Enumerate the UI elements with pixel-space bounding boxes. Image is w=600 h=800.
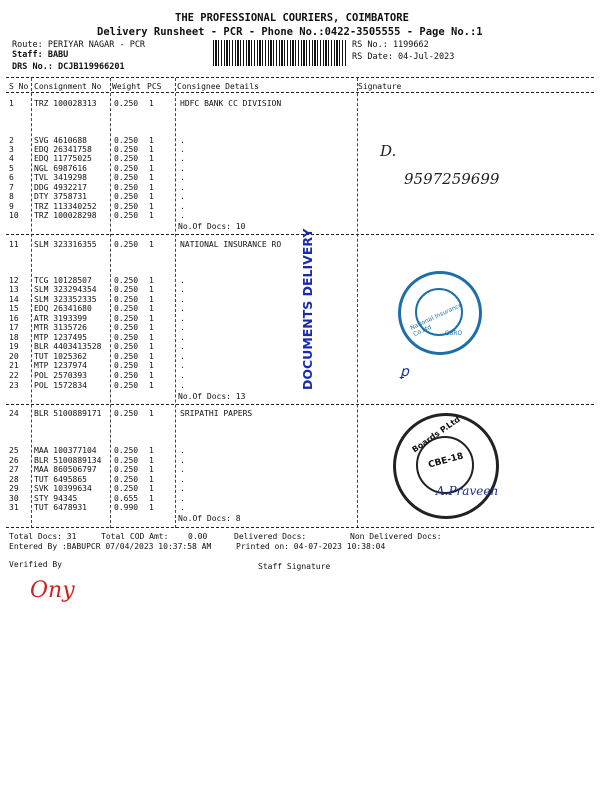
table-row: 18 MTP 1237495 0.250 1 . [9, 333, 185, 342]
handwritten-phone: 9597259699 [404, 170, 500, 188]
barcode-image [213, 40, 346, 66]
row-consignment: TRZ 100028313 [34, 99, 97, 108]
table-row: 16 ATR 3193399 0.250 1 . [9, 314, 185, 323]
verified-by-label: Verified By [9, 560, 62, 569]
table-row: 31 TUT 6478931 0.990 1 . [9, 503, 185, 512]
delivered-docs: Delivered Docs: [234, 532, 307, 541]
rs-number: RS No.: 1199662 [352, 40, 429, 50]
handwritten-name: D. [380, 142, 397, 160]
table-row: 7 DDG 4932217 0.250 1 . [9, 183, 185, 192]
insurance-seal: National Insurance Co.Ltd CBRO [398, 271, 482, 355]
consignee-name: NATIONAL INSURANCE RO [180, 240, 282, 249]
table-row: 3 EDQ 26341758 0.250 1 . [9, 145, 185, 154]
total-docs: Total Docs: 31 [9, 532, 77, 541]
table-row: 25 MAA 100377104 0.250 1 . [9, 446, 185, 455]
company-seal: Boards P.Ltd CBE-18 [393, 413, 499, 519]
table-row: 6 TVL 3419298 0.250 1 . [9, 173, 185, 182]
table-row: 10 TRZ 100028298 0.250 1 . [9, 211, 185, 220]
table-row: 11 SLM 323316355 0.250 1 NATIONAL INSURANCE RO [9, 240, 282, 249]
group-doc-count: No.Of Docs: 13 [178, 392, 246, 401]
table-row: 17 MTR 3135726 0.250 1 . [9, 323, 185, 332]
non-delivered-docs: Non Delivered Docs: [350, 532, 442, 541]
table-row: 27 MAA 860506797 0.250 1 . [9, 465, 185, 474]
col-consignment: Consignment No [34, 82, 102, 91]
documents-delivery-stamp: DOCUMENTS DELIVERY [300, 228, 315, 390]
table-row: 14 SLM 323352335 0.250 1 . [9, 295, 185, 304]
consignee-name: HDFC BANK CC DIVISION [180, 99, 282, 108]
table-divider-bottom [6, 527, 594, 528]
total-cod-value: 0.00 [188, 532, 208, 541]
consignee-name: SRIPATHI PAPERS [180, 409, 253, 418]
staff-label: Staff: BABU [12, 50, 69, 60]
table-row: 15 EDQ 26341680 0.250 1 . [9, 304, 185, 313]
entered-by: Entered By :BABUPCR 07/04/2023 10:37:58 AM [9, 542, 212, 551]
header-divider-top [6, 77, 594, 78]
route-label: Route: PERIYAR NAGAR - PCR [12, 40, 146, 50]
table-row: 5 NGL 6987616 0.250 1 . [9, 164, 185, 173]
row-pcs: 1 [149, 99, 154, 108]
table-row: 28 TUT 6495865 0.250 1 . [9, 475, 185, 484]
table-row: 9 TRZ 113340252 0.250 1 . [9, 202, 185, 211]
row-sno: 1 [9, 99, 14, 108]
header-divider-bottom [6, 92, 594, 93]
col-sno: S No [9, 82, 29, 91]
table-row: 8 DTY 3758731 0.250 1 . [9, 192, 185, 201]
table-row: 20 TUT 1025362 0.250 1 . [9, 352, 185, 361]
table-row: 29 SVK 10399634 0.250 1 . [9, 484, 185, 493]
table-row: 23 POL 1572834 0.250 1 . [9, 381, 185, 390]
table-row: 26 BLR 5100889134 0.250 1 . [9, 456, 185, 465]
table-row: 19 BLR 4403413528 0.250 1 . [9, 342, 185, 351]
col-weight: Weight [112, 82, 141, 91]
row-weight: 0.250 [114, 99, 139, 108]
table-row: 13 SLM 323294354 0.250 1 . [9, 285, 185, 294]
table-row: 30 STY 94345 0.655 1 . [9, 494, 185, 503]
table-row: 2 SVG 4610688 0.250 1 . [9, 136, 185, 145]
table-row: 22 POL 2570393 0.250 1 . [9, 371, 185, 380]
table-row [0, 99, 600, 109]
total-cod-label: Total COD Amt: [101, 532, 169, 541]
table-row: 4 EDQ 11775025 0.250 1 . [9, 154, 185, 163]
handwritten-signature: A.Praveen [436, 484, 499, 498]
col-signature: Signature [358, 82, 402, 91]
company-name: THE PROFESSIONAL COURIERS, COIMBATORE [175, 12, 409, 24]
verifier-signature: Ony [30, 578, 75, 603]
group-doc-count: No.Of Docs: 10 [178, 222, 246, 231]
group-doc-count: No.Of Docs: 8 [178, 514, 241, 523]
drs-number: DRS No.: DCJB119966201 [12, 62, 125, 72]
staff-signature-label: Staff Signature [258, 562, 331, 571]
printed-on: Printed on: 04-07-2023 10:38:04 [236, 542, 386, 551]
col-pcs: PCS [147, 82, 162, 91]
signature-scribble: ꝑ [400, 364, 409, 380]
table-row: 12 TCG 10128507 0.250 1 . [9, 276, 185, 285]
rs-date: RS Date: 04-Jul-2023 [352, 52, 455, 62]
table-row: 21 MTP 1237974 0.250 1 . [9, 361, 185, 370]
runsheet-title: Delivery Runsheet - PCR - Phone No.:0422-3505555 - Page No.:1 [97, 26, 483, 38]
group-divider [6, 404, 594, 405]
table-row: 24 BLR 5100889171 0.250 1 SRIPATHI PAPERS [9, 409, 253, 418]
col-consignee: Consignee Details [177, 82, 259, 91]
